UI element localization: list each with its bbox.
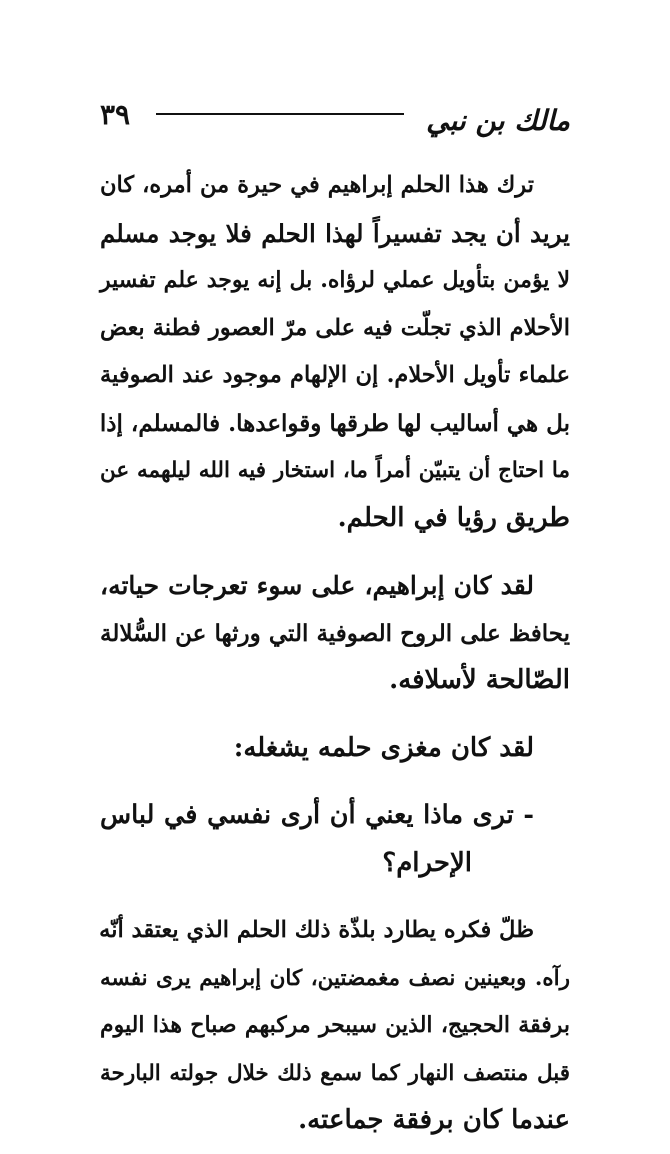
paragraph-1 — [100, 162, 570, 542]
dialogue-paragraph — [100, 792, 570, 887]
text-line: قبل منتصف النهار كما سمع ذلك خلال جولته البارحة — [100, 1060, 570, 1086]
text-line: الصّالحة لأسلافه. — [389, 665, 570, 695]
paragraph-5 — [100, 907, 570, 1145]
text-line: الأحلام الذي تجلّت فيه على مرّ العصور فطنة بعض — [100, 314, 570, 341]
paragraph-2 — [100, 562, 570, 705]
text-line: لا يؤمن بتأويل عملي لرؤاه. بل إنه يوجد علم تفسير — [100, 267, 570, 293]
running-header — [100, 98, 570, 142]
header-rule — [156, 113, 404, 115]
paragraph-3 — [100, 725, 570, 773]
page-number: ٣٩ — [100, 97, 131, 131]
text-line: رآه. وبعينين نصف مغمضتين، كان إبراهيم يرى نفسه — [100, 965, 570, 991]
body-text — [100, 162, 570, 1145]
text-line: طريق رؤيا في الحلم. — [337, 502, 570, 533]
paragraph-gap — [100, 772, 570, 792]
dialogue-line: الإحرام؟ — [382, 847, 472, 878]
text-line: ما احتاج أن يتبيّن أمراً ما، استخار فيه الله ليلهمه عن — [100, 458, 570, 483]
text-line: عندما كان برفقة جماعته. — [298, 1105, 570, 1135]
text-line: لقد كان إبراهيم، على سوء تعرجات حياته، — [100, 571, 534, 600]
text-line: يريد أن يجد تفسيراً لهذا الحلم فلا يوجد مسلم — [100, 218, 570, 248]
paragraph-gap — [100, 887, 570, 907]
dialogue-line: - ترى ماذا يعني أن أرى نفسي في لباس — [100, 800, 534, 830]
paragraph-gap — [100, 542, 570, 562]
paragraph-gap — [100, 705, 570, 725]
text-line: ترك هذا الحلم إبراهيم في حيرة من أمره، كان — [100, 172, 534, 198]
text-line: بل هي أساليب لها طرقها وقواعدها. فالمسلم، إذا — [99, 409, 570, 437]
text-line: لقد كان مغزى حلمه يشغله: — [233, 732, 534, 763]
text-line: علماء تأويل الأحلام. إن الإلهام موجود عند الصوفية — [100, 362, 570, 388]
text-line: يحافظ على الروح الصوفية التي ورثها عن السُّلالة — [100, 619, 570, 647]
text-line: ظلّ فكره يطارد بلذّة ذلك الحلم الذي يعتقد أنّه — [99, 917, 534, 943]
text-line: برفقة الحجيج، الذين سيبحر مركبهم صباح هذا اليوم — [100, 1012, 570, 1038]
author-name: مالك بن نبي — [426, 103, 570, 137]
